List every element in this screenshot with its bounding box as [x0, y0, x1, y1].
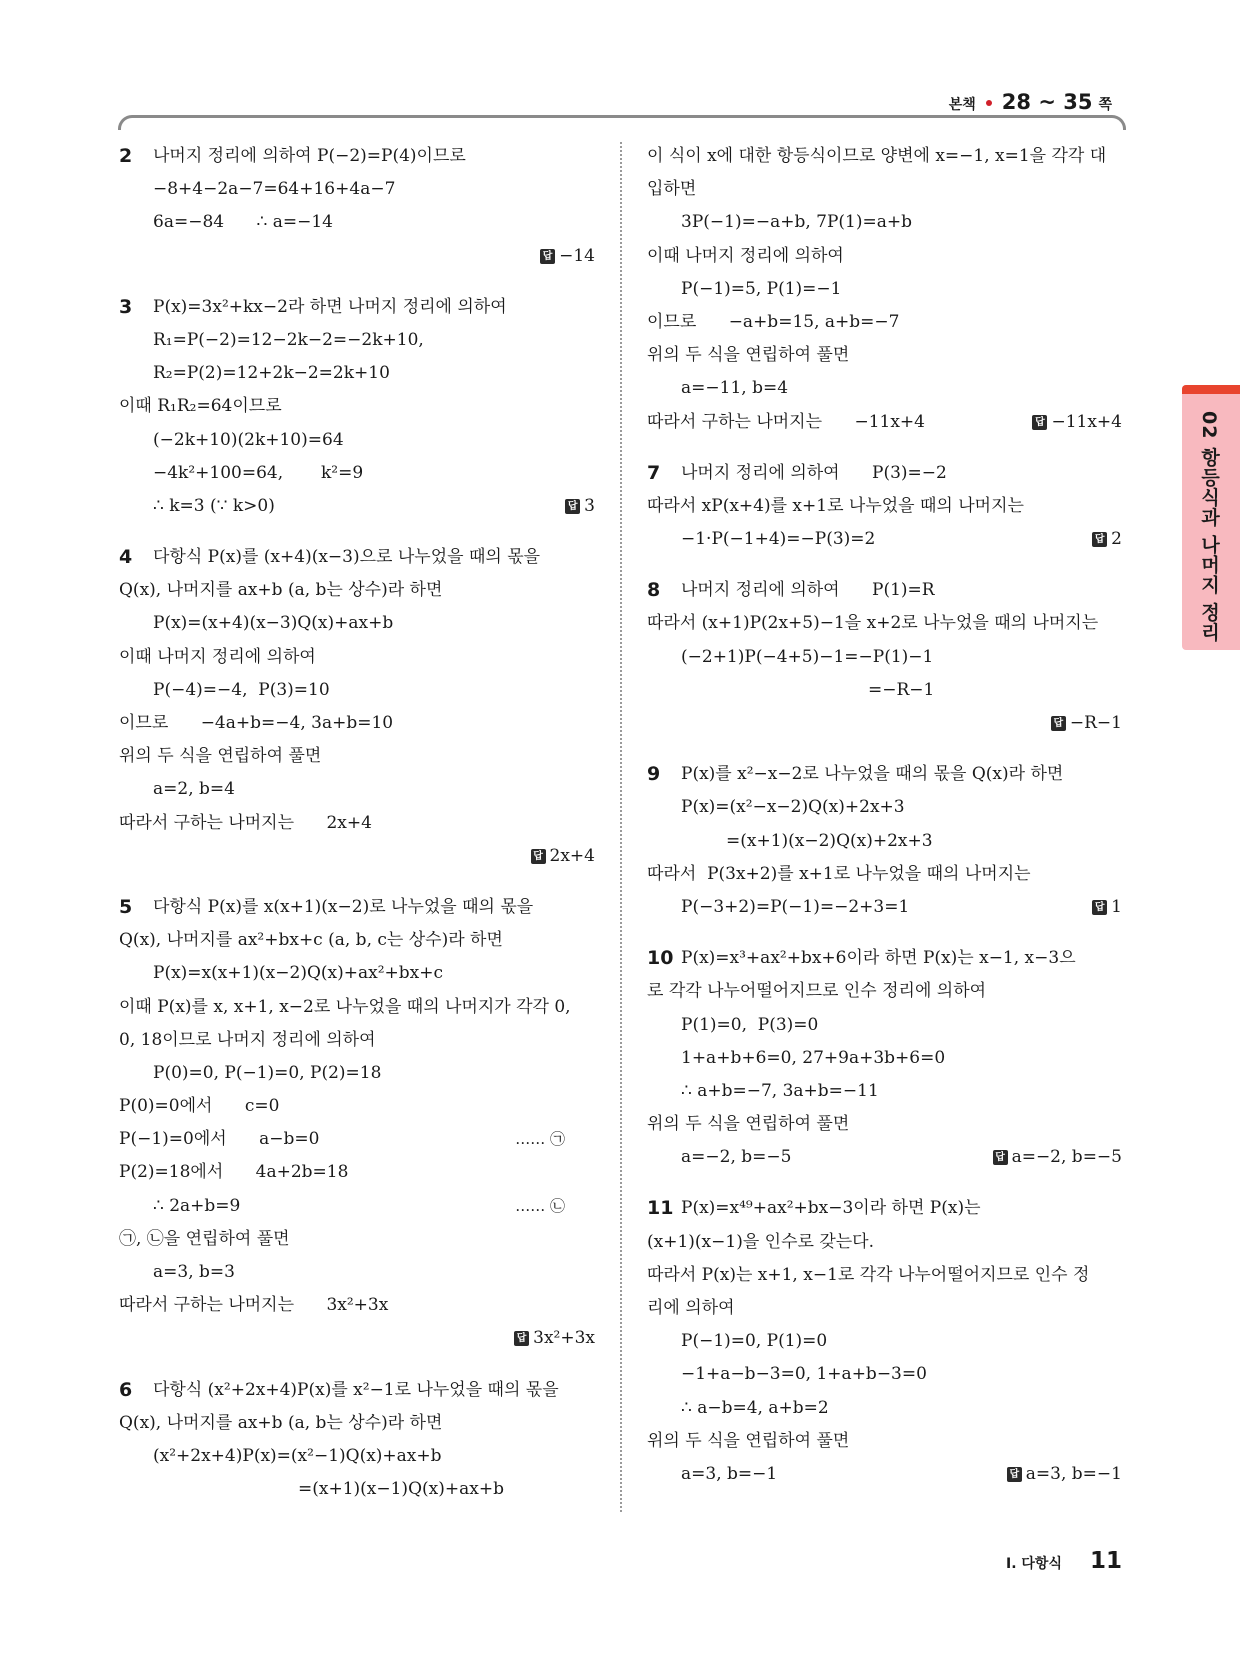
solution-line: [647, 1325, 1122, 1358]
header-rule: [118, 115, 1126, 130]
answer-icon: 답: [565, 499, 580, 514]
solution-line: [647, 523, 1122, 556]
solution-line: [647, 1259, 1122, 1292]
problem-6: [119, 1374, 595, 1507]
solution-line: [647, 825, 1122, 858]
line-text: P(−4)=−4, P(3)=10: [153, 679, 330, 700]
line-text: P(x)=3x²+kx−2라 하면 나머지 정리에 의하여: [153, 296, 507, 317]
line-text: 위의 두 식을 연립하여 풀면: [647, 1430, 850, 1451]
solution-line: [647, 942, 1122, 975]
chapter-tab[interactable]: [1182, 385, 1240, 650]
solution-line: [119, 740, 595, 773]
problem-10: [647, 942, 1122, 1174]
line-text: 위의 두 식을 연립하여 풀면: [647, 345, 850, 366]
solution-line: [119, 1024, 595, 1057]
line-text: (−2k+10)(2k+10)=64: [153, 429, 344, 450]
line-text: −1+a−b−3=0, 1+a+b−3=0: [681, 1364, 927, 1385]
solution-line: [119, 574, 595, 607]
page-range: 28 ~ 35: [1001, 90, 1093, 114]
line-text: (x+1)(x−1)을 인수로 갖는다.: [647, 1231, 874, 1252]
solution-line: [119, 541, 595, 574]
left-column: [119, 140, 595, 1524]
solution-line: [119, 991, 595, 1024]
solution-line: [647, 1141, 1122, 1174]
answer-icon: 답: [540, 249, 555, 264]
answer-value: −11x+4: [1051, 411, 1122, 432]
equation-marker: …… ㉠: [515, 1130, 565, 1149]
solution-line: [119, 641, 595, 674]
solution-line: [647, 1292, 1122, 1325]
answer-value: 1: [1111, 896, 1122, 917]
line-text: 로 각각 나누어떨어지므로 인수 정리에 의하여: [647, 981, 987, 1002]
line-text: Q(x), 나머지를 ax²+bx+c (a, b, c는 상수)라 하면: [119, 930, 503, 951]
line-text: a=3, b=−1: [681, 1463, 778, 1484]
page-unit: 쪽: [1098, 97, 1112, 113]
line-text: P(0)=0에서 c=0: [119, 1096, 280, 1117]
solution-line: [119, 1440, 595, 1473]
problem-number: 4: [119, 546, 133, 569]
answer: [993, 1141, 1122, 1174]
solution-line: [119, 807, 595, 840]
solution-line: [119, 1473, 595, 1506]
line-text: =(x+1)(x−1)Q(x)+ax+b: [298, 1479, 504, 1500]
answer: [1051, 707, 1122, 740]
line-text: ∴ k=3 (∵ k>0): [153, 495, 275, 516]
line-text: (−2+1)P(−4+5)−1=−P(1)−1: [681, 646, 934, 667]
line-text: 따라서 구하는 나머지는 2x+4: [119, 812, 372, 833]
solution-line: [647, 372, 1122, 405]
answer-icon: 답: [1092, 900, 1107, 915]
line-text: 따라서 P(x)는 x+1, x−1로 각각 나누어떨어지므로 인수 정: [647, 1264, 1090, 1285]
line-text: a=2, b=4: [153, 779, 235, 800]
line-text: P(1)=0, P(3)=0: [681, 1014, 819, 1035]
answer-value: a=3, b=−1: [1025, 1463, 1122, 1484]
problem-3: [119, 291, 595, 523]
answer: [514, 1322, 595, 1355]
line-text: R₁=P(−2)=12−2k−2=−2k+10,: [153, 329, 424, 350]
line-text: 다항식 (x²+2x+4)P(x)를 x²−1로 나누었을 때의 몫을: [153, 1379, 559, 1400]
solution-line: [647, 457, 1122, 490]
solution-line: [647, 758, 1122, 791]
line-text: ∴ 2a+b=9: [153, 1195, 241, 1216]
solution-line: [647, 1458, 1122, 1491]
line-text: 이때 R₁R₂=64이므로: [119, 396, 282, 417]
problem-number: 7: [647, 461, 661, 484]
bullet-dot-icon: [986, 100, 992, 106]
solution-line: [647, 791, 1122, 824]
solution-line: [119, 1090, 595, 1123]
answer-icon: 답: [1032, 415, 1047, 430]
solution-line: [647, 1392, 1122, 1425]
solution-line: [119, 1374, 595, 1407]
answer: [1092, 523, 1122, 556]
line-text: ∴ a−b=4, a+b=2: [681, 1397, 829, 1418]
solution-line: [119, 924, 595, 957]
solution-line: [119, 490, 595, 523]
line-text: 이므로 −a+b=15, a+b=−7: [647, 311, 900, 332]
line-text: R₂=P(2)=12+2k−2=2k+10: [153, 363, 390, 384]
solution-line: [647, 641, 1122, 674]
solution-line: [119, 390, 595, 423]
line-text: 따라서 xP(x+4)를 x+1로 나누었을 때의 나머지는: [647, 495, 1024, 516]
chapter-tab-label: 02 항등식과 나머지 정리: [1198, 411, 1220, 643]
line-text: 위의 두 식을 연립하여 풀면: [647, 1114, 850, 1135]
solution-line: [119, 140, 595, 173]
problem-7: [647, 457, 1122, 557]
solution-line: [119, 891, 595, 924]
answer: [1032, 406, 1122, 439]
solution-line: [119, 1289, 595, 1322]
solution-line: [119, 206, 595, 239]
solution-line: [647, 273, 1122, 306]
solution-line: [647, 406, 1122, 439]
line-text: 나머지 정리에 의하여 P(1)=R: [681, 580, 935, 601]
page-number: 11: [1089, 1548, 1122, 1574]
line-text: P(x)=x(x+1)(x−2)Q(x)+ax²+bx+c: [153, 963, 443, 984]
line-text: P(x)=(x+4)(x−3)Q(x)+ax+b: [153, 613, 394, 634]
line-text: 따라서 (x+1)P(2x+5)−1을 x+2로 나누었을 때의 나머지는: [647, 613, 1099, 634]
problem-number: 8: [647, 579, 661, 602]
line-text: 따라서 P(3x+2)를 x+1로 나누었을 때의 나머지는: [647, 863, 1031, 884]
solution-line: [647, 574, 1122, 607]
answer-icon: 답: [514, 1331, 529, 1346]
solution-line: [647, 1075, 1122, 1108]
line-text: 이 식이 x에 대한 항등식이므로 양변에 x=−1, x=1을 각각 대: [647, 146, 1107, 166]
solution-line: [119, 773, 595, 806]
solution-line: [119, 1407, 595, 1440]
solution-line: [119, 1223, 595, 1256]
line-text: −8+4−2a−7=64+16+4a−7: [153, 179, 396, 200]
line-text: 1+a+b+6=0, 27+9a+3b+6=0: [681, 1047, 946, 1068]
solution-line: [647, 306, 1122, 339]
answer: [540, 240, 595, 273]
line-text: 나머지 정리에 의하여 P(−2)=P(4)이므로: [153, 146, 466, 166]
solution-line: [119, 1156, 595, 1189]
problem-4: [119, 541, 595, 873]
answer-value: 2: [1111, 529, 1122, 550]
line-text: P(−3+2)=P(−1)=−2+3=1: [681, 896, 910, 917]
solution-line: [647, 858, 1122, 891]
line-text: a=−2, b=−5: [681, 1147, 792, 1168]
problem-8: [647, 574, 1122, 740]
line-text: =−R−1: [868, 679, 935, 700]
solution-line: [647, 173, 1122, 206]
line-text: Q(x), 나머지를 ax+b (a, b는 상수)라 하면: [119, 580, 443, 601]
line-text: P(2)=18에서 4a+2b=18: [119, 1162, 349, 1183]
line-text: 따라서 구하는 나머지는 −11x+4: [647, 411, 925, 432]
solution-line: [647, 1226, 1122, 1259]
solution-line: [647, 1425, 1122, 1458]
line-text: ㉠, ㉡을 연립하여 풀면: [119, 1228, 290, 1249]
solution-line: [119, 1190, 595, 1223]
solution-line: [647, 140, 1122, 173]
solution-line: [647, 490, 1122, 523]
line-text: 이때 나머지 정리에 의하여: [647, 245, 844, 266]
answer-value: a=−2, b=−5: [1011, 1147, 1122, 1168]
solution-line: [647, 975, 1122, 1008]
line-text: P(x)=(x²−x−2)Q(x)+2x+3: [681, 797, 905, 818]
line-text: a=3, b=3: [153, 1262, 235, 1282]
footer-section: I. 다항식: [1006, 1556, 1062, 1572]
solution-line: [119, 957, 595, 990]
right-column: [647, 140, 1122, 1509]
answer: [565, 490, 595, 523]
page-footer: [1006, 1548, 1122, 1574]
line-text: P(−1)=0에서 a−b=0: [119, 1129, 320, 1150]
line-text: 다항식 P(x)를 x(x+1)(x−2)로 나누었을 때의 몫을: [153, 896, 534, 917]
page-header: [949, 90, 1112, 114]
solution-line: [119, 457, 595, 490]
solution-line: [647, 891, 1122, 924]
solution-line: [647, 607, 1122, 640]
problem-number: 2: [119, 145, 133, 167]
line-text: −1·P(−1+4)=−P(3)=2: [681, 529, 876, 550]
problem-number: 6: [119, 1378, 133, 1401]
line-text: 따라서 구하는 나머지는 3x²+3x: [119, 1295, 389, 1316]
line-text: 3P(−1)=−a+b, 7P(1)=a+b: [681, 212, 912, 233]
solution-line: [119, 324, 595, 357]
solution-line: [647, 1042, 1122, 1075]
solution-line: [119, 674, 595, 707]
solution-line: [647, 206, 1122, 239]
problem-2: [119, 140, 595, 273]
equation-marker: …… ㉡: [515, 1196, 565, 1215]
column-divider: [620, 142, 622, 1512]
line-text: Q(x), 나머지를 ax+b (a, b는 상수)라 하면: [119, 1412, 443, 1433]
solution-line: [647, 1358, 1122, 1391]
problem-5: [119, 891, 595, 1356]
line-text: P(x)=x³+ax²+bx+6이라 하면 P(x)는 x−1, x−3으: [681, 948, 1076, 969]
solution-line: [647, 1009, 1122, 1042]
answer: [531, 840, 595, 873]
line-text: 위의 두 식을 연립하여 풀면: [119, 746, 322, 767]
solution-line: [119, 707, 595, 740]
solution-line: [647, 1192, 1122, 1225]
solution-line: [119, 424, 595, 457]
problem-number: 9: [647, 763, 661, 786]
problem-number: 5: [119, 895, 133, 918]
line-text: 이때 나머지 정리에 의하여: [119, 646, 316, 667]
solution-line: [119, 291, 595, 324]
answer-value: 2x+4: [549, 845, 595, 866]
answer-line: [647, 707, 1122, 740]
line-text: −4k²+100=64, k²=9: [153, 462, 364, 483]
solution-line: [119, 1123, 595, 1156]
solution-line: [647, 339, 1122, 372]
answer: [1092, 891, 1122, 924]
problem-number: 10: [647, 947, 674, 970]
problem-number: 3: [119, 295, 133, 318]
line-text: P(x)를 x²−x−2로 나누었을 때의 몫을 Q(x)라 하면: [681, 764, 1064, 785]
solution-line: [119, 1057, 595, 1090]
answer-icon: 답: [993, 1150, 1008, 1165]
answer-icon: 답: [531, 849, 546, 864]
solution-line: [119, 173, 595, 206]
line-text: 이때 P(x)를 x, x+1, x−2로 나누었을 때의 나머지가 각각 0,: [119, 996, 571, 1017]
solution-line: [119, 1256, 595, 1289]
line-text: P(−1)=5, P(1)=−1: [681, 278, 842, 299]
solution-line: [647, 674, 1122, 707]
answer: [1007, 1458, 1122, 1491]
line-text: ∴ a+b=−7, 3a+b=−11: [681, 1080, 879, 1101]
line-text: a=−11, b=4: [681, 378, 789, 399]
line-text: 이므로 −4a+b=−4, 3a+b=10: [119, 713, 394, 733]
answer-line: [119, 840, 595, 873]
solution-line: [119, 607, 595, 640]
answer-icon: 답: [1007, 1467, 1022, 1482]
line-text: 리에 의하여: [647, 1298, 735, 1318]
answer-icon: 답: [1051, 716, 1066, 731]
answer-value: −14: [559, 245, 595, 266]
line-text: 0, 18이므로 나머지 정리에 의하여: [119, 1029, 376, 1050]
solution-line: [647, 1108, 1122, 1141]
solution-line: [647, 240, 1122, 273]
line-text: 나머지 정리에 의하여 P(3)=−2: [681, 462, 947, 483]
answer-value: 3x²+3x: [533, 1328, 595, 1349]
answer-icon: 답: [1092, 532, 1107, 547]
line-text: P(−1)=0, P(1)=0: [681, 1331, 828, 1352]
answer-value: 3: [584, 495, 595, 516]
line-text: P(x)=x⁴⁹+ax²+bx−3이라 하면 P(x)는: [681, 1198, 981, 1219]
solution-line: [119, 357, 595, 390]
problem-11: [647, 1192, 1122, 1491]
line-text: 다항식 P(x)를 (x+4)(x−3)으로 나누었을 때의 몫을: [153, 547, 541, 568]
line-text: 입하면: [647, 179, 697, 200]
line-text: P(0)=0, P(−1)=0, P(2)=18: [153, 1062, 382, 1083]
line-text: (x²+2x+4)P(x)=(x²−1)Q(x)+ax+b: [153, 1445, 442, 1466]
problem-continued: [647, 140, 1122, 439]
answer-line: [119, 240, 595, 273]
line-text: =(x+1)(x−2)Q(x)+2x+3: [726, 830, 933, 851]
book-label: 본책: [948, 97, 976, 113]
chapter-tab-strip: [1182, 385, 1240, 394]
answer-line: [119, 1322, 595, 1355]
line-text: 6a=−84 ∴ a=−14: [153, 212, 333, 233]
problem-number: 11: [647, 1197, 674, 1220]
answer-value: −R−1: [1069, 713, 1122, 733]
problem-9: [647, 758, 1122, 924]
